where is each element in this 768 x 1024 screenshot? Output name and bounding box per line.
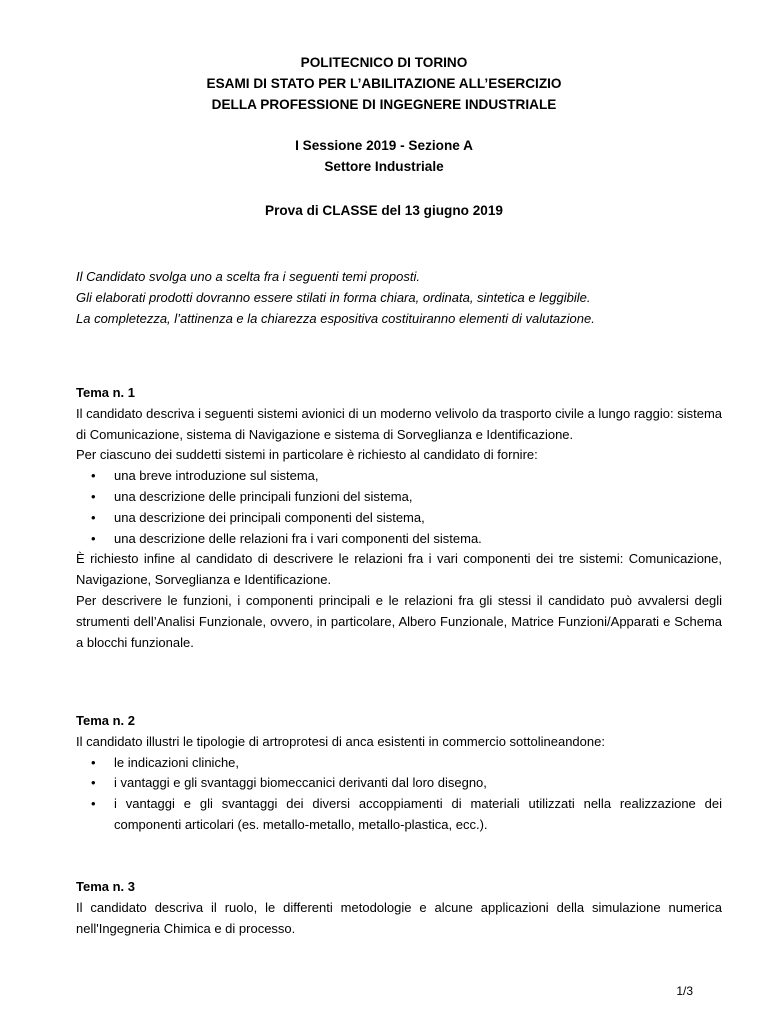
list-item-text: una descrizione delle principali funzioni del sistema, <box>114 488 413 504</box>
list-item-text: i vantaggi e gli svantaggi dei diversi accoppiamenti di materiali utilizzati nella realizzazione dei componenti articolari (es. metallo-metallo, metallo-plastica, ecc.). <box>114 796 722 832</box>
instruction-line: Gli elaborati prodotti dovranno essere stilati in forma chiara, ordinata, sintetica e leggibile. <box>76 289 591 305</box>
session-line: I Sessione 2019 - Sezione A <box>295 138 473 153</box>
list-item-text: i vantaggi e gli svantaggi biomeccanici derivanti dal loro disegno, <box>114 775 487 791</box>
list-item <box>91 753 722 774</box>
paragraph: Per ciascuno dei suddetti sistemi in particolare è richiesto al candidato di fornire: <box>76 447 538 463</box>
paragraph: Il candidato illustri le tipologie di artroprotesi di anca esistenti in commercio sottolineandone: <box>76 733 605 749</box>
instruction-line: Il Candidato svolga uno a scelta fra i seguenti temi proposti. <box>76 269 420 284</box>
paragraph: Per descrivere le funzioni, i componenti principali e le relazioni fra gli stessi il candidato può avvalersi degli strumenti dell’Analisi Funzionale, ovvero, in particolare, Albero Funzionale, Matrice Funzioni/Apparati e Schema a blocchi funzionale. <box>76 592 722 650</box>
list-item <box>91 794 722 836</box>
list-item <box>91 487 722 508</box>
list-item-text: le indicazioni cliniche, <box>114 754 240 770</box>
tema-3 <box>76 877 722 939</box>
instruction-line: La completezza, l’attinenza e la chiarezza espositiva costituiranno elementi di valutazione. <box>76 310 595 326</box>
document-header <box>0 52 768 115</box>
tema-title: Tema n. 3 <box>76 879 136 894</box>
bullet-icon: • <box>91 468 96 484</box>
list-item <box>91 466 722 487</box>
paragraph: Il candidato descriva il ruolo, le differenti metodologie e alcune applicazioni della simulazione numerica nell'Ingegneria Chimica e di processo. <box>76 899 722 936</box>
tema-2 <box>76 711 722 836</box>
bullet-list <box>76 753 722 836</box>
list-item <box>91 508 722 529</box>
bullet-icon: • <box>91 488 96 504</box>
tema-1 <box>76 383 722 653</box>
list-item <box>91 773 722 794</box>
bullet-icon: • <box>91 775 96 791</box>
page-number: 1/3 <box>676 984 693 998</box>
institution-name: POLITECNICO DI TORINO <box>300 55 468 70</box>
list-item-text: una descrizione dei principali componenti del sistema, <box>114 509 425 525</box>
paragraph: È richiesto infine al candidato di descrivere le relazioni fra i vari componenti dei tre sistemi: Comunicazione, Navigazione, Sorveglianza e Identificazione. <box>76 551 722 588</box>
paragraph: Il candidato descriva i seguenti sistemi avionici di un moderno velivolo da trasporto civile a lungo raggio: sistema di Comunicazione, sistema di Navigazione e sistema di Sorveglianza e Identificazione. <box>76 405 723 442</box>
profession-title: DELLA PROFESSIONE DI INGEGNERE INDUSTRIALE <box>211 97 557 112</box>
sector-line: Settore Industriale <box>324 159 444 174</box>
tema-title: Tema n. 2 <box>76 713 136 728</box>
list-item <box>91 529 722 550</box>
bullet-icon: • <box>91 530 96 546</box>
instructions <box>76 267 722 329</box>
bullet-list <box>76 466 722 549</box>
tema-title: Tema n. 1 <box>76 385 136 400</box>
bullet-icon: • <box>91 509 96 525</box>
bullet-icon: • <box>91 796 96 812</box>
session-info <box>0 135 768 177</box>
exam-title: ESAMI DI STATO PER L’ABILITAZIONE ALL’ESERCIZIO <box>206 76 562 91</box>
list-item-text: una breve introduzione sul sistema, <box>114 468 319 484</box>
exam-date: Prova di CLASSE del 13 giugno 2019 <box>265 203 503 218</box>
bullet-icon: • <box>91 754 96 770</box>
list-item-text: una descrizione delle relazioni fra i vari componenti del sistema. <box>114 530 482 546</box>
